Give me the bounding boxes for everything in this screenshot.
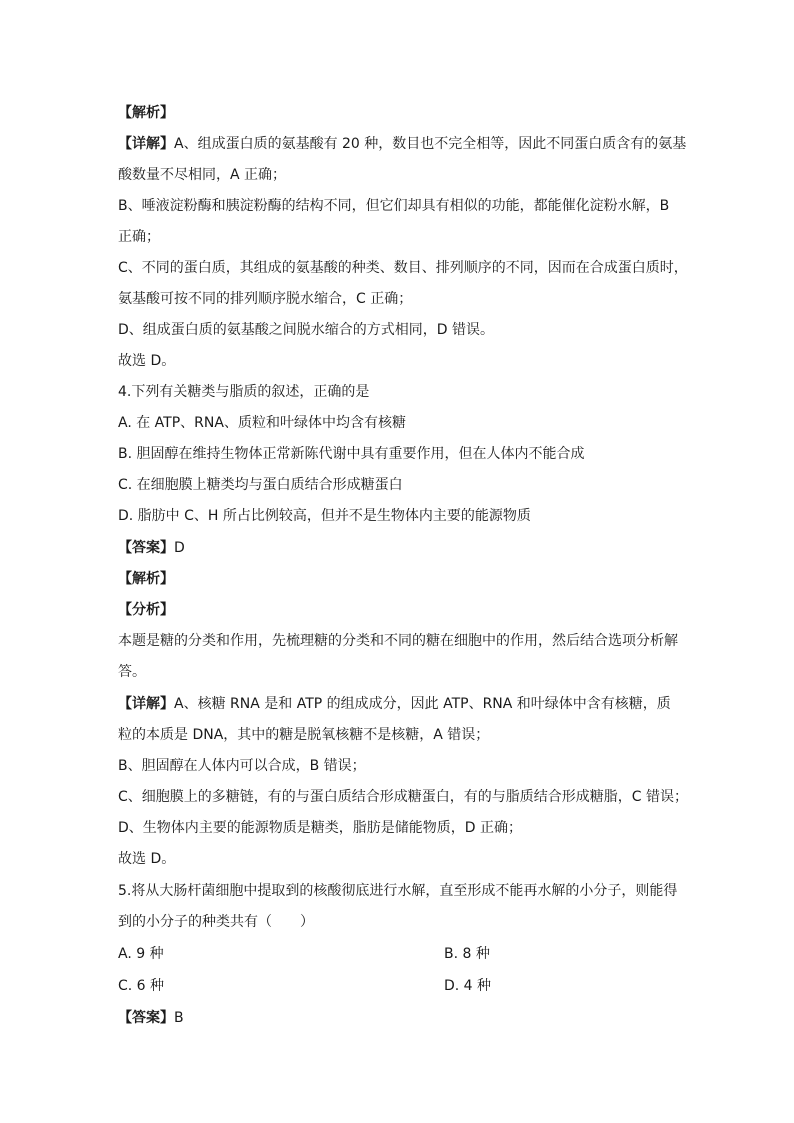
line-text: 粒的本质是 DNA，其中的糖是脱氧核糖不是核糖，A 错误； xyxy=(118,727,490,743)
line-text: B、胆固醇在人体内可以合成，B 错误； xyxy=(118,758,366,774)
line-text: A、核糖 RNA 是和 ATP 的组成成分，因此 ATP、RNA 和叶绿体中含有核糖，质 xyxy=(174,696,671,712)
option-b: B. 8 种 xyxy=(444,946,490,962)
text-line xyxy=(118,912,314,932)
text-line xyxy=(118,600,174,620)
line-text: D. 脂肪中 C、H 所占比例较高，但并不是生物体内主要的能源物质 xyxy=(118,508,531,524)
text-line xyxy=(118,725,489,745)
text-line xyxy=(118,787,688,807)
text-line xyxy=(118,881,677,901)
line-text: D xyxy=(174,540,185,556)
answer-line xyxy=(118,1008,184,1028)
line-text: D、生物体内主要的能源物质是糖类，脂肪是储能物质，D 正确； xyxy=(118,820,523,836)
line-text: 酸数量不尽相同，A 正确； xyxy=(118,167,287,183)
line-text: 5.将从大肠杆菌细胞中提取到的核酸彻底进行水解，直至形成不能再水解的小分子，则能得 xyxy=(118,883,678,899)
option-a: A. 9 种 xyxy=(118,946,164,962)
text-line xyxy=(118,103,174,123)
section-tag: 【答案】 xyxy=(118,540,174,556)
line-text: A. 在 ATP、RNA、质粒和叶绿体中均含有核糖 xyxy=(118,415,406,431)
section-tag: 【解析】 xyxy=(118,105,174,121)
section-tag: 【解析】 xyxy=(118,571,174,587)
text-line xyxy=(118,506,531,526)
text-line xyxy=(118,631,678,651)
section-tag: 【详解】 xyxy=(118,696,174,712)
text-line xyxy=(118,165,286,185)
option-d: D. 4 种 xyxy=(444,978,492,994)
text-line xyxy=(118,227,160,247)
section-tag: 【详解】 xyxy=(118,136,174,152)
text-line xyxy=(118,196,669,216)
line-text: C、不同的蛋白质，其组成的氨基酸的种类、数目、排列顺序的不同，因而在合成蛋白质时， xyxy=(118,260,688,276)
line-text: B、唾液淀粉酶和胰淀粉酶的结构不同，但它们却具有相似的功能，都能催化淀粉水解，B xyxy=(118,198,670,214)
text-line xyxy=(118,662,146,682)
answer-tag: 【答案】 xyxy=(118,1010,174,1026)
line-text: B. 胆固醇在维持生物体正常新陈代谢中具有重要作用，但在人体内不能合成 xyxy=(118,446,585,462)
text-line xyxy=(118,569,174,589)
answer-text: B xyxy=(174,1010,184,1026)
text-line xyxy=(118,134,686,154)
text-line xyxy=(118,289,412,309)
line-text: 故选 D。 xyxy=(118,353,176,369)
line-text: D、组成蛋白质的氨基酸之间脱水缩合的方式相同，D 错误。 xyxy=(118,322,495,338)
line-text: 到的小分子的种类共有（ ） xyxy=(118,914,314,930)
text-line xyxy=(118,320,494,340)
line-text: A、组成蛋白质的氨基酸有 20 种，数目也不完全相等，因此不同蛋白质含有的氨基 xyxy=(174,136,687,152)
text-line xyxy=(118,413,406,433)
text-line xyxy=(118,351,175,371)
option-c: C. 6 种 xyxy=(118,978,165,994)
text-line xyxy=(118,382,369,402)
section-tag: 【分析】 xyxy=(118,602,174,618)
line-text: 4.下列有关糖类与脂质的叙述，正确的是 xyxy=(118,384,370,400)
text-line xyxy=(118,444,585,464)
text-line xyxy=(118,538,185,558)
text-line xyxy=(118,694,671,714)
text-line xyxy=(118,756,366,776)
text-line xyxy=(118,849,175,869)
text-line xyxy=(118,258,688,278)
line-text: C. 在细胞膜上糖类均与蛋白质结合形成糖蛋白 xyxy=(118,477,403,493)
line-text: 答。 xyxy=(118,664,146,680)
text-line xyxy=(118,818,522,838)
line-text: 本题是糖的分类和作用，先梳理糖的分类和不同的糖在细胞中的作用，然后结合选项分析解 xyxy=(118,633,678,649)
line-text: C、细胞膜上的多糖链，有的与蛋白质结合形成糖蛋白，有的与脂质结合形成糖脂，C 错误； xyxy=(118,789,688,805)
line-text: 正确； xyxy=(118,229,160,245)
line-text: 故选 D。 xyxy=(118,851,176,867)
line-text: 氨基酸可按不同的排列顺序脱水缩合，C 正确； xyxy=(118,291,413,307)
text-line xyxy=(118,475,403,495)
